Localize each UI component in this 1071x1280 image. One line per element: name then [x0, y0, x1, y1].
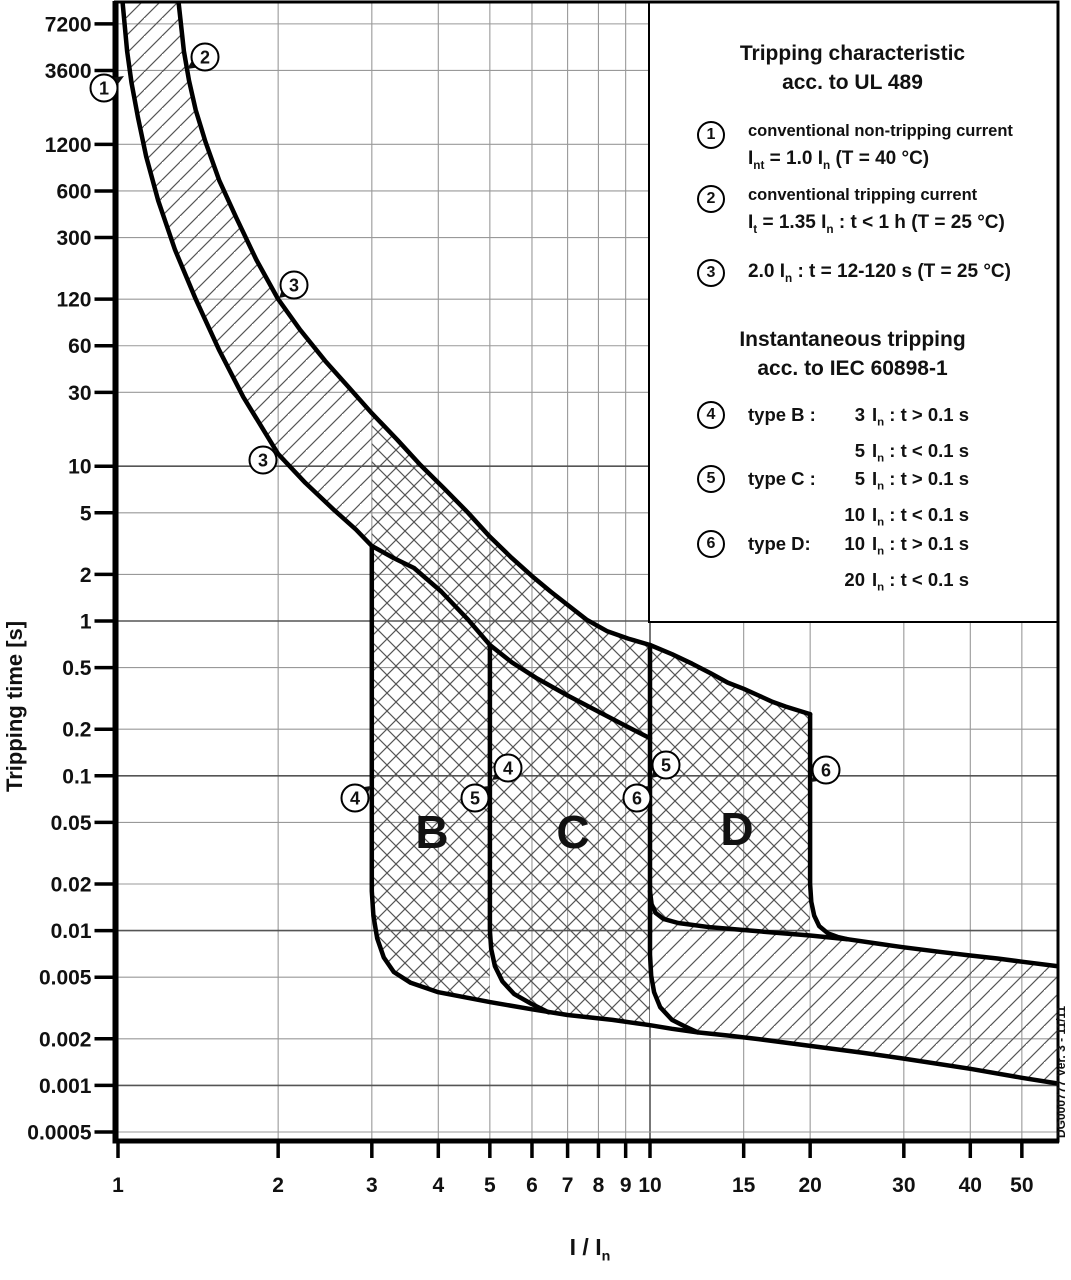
y-tick-label-5: 5 [79, 502, 92, 526]
legend-section-title: Instantaneous tripping acc. to IEC 60898-1 [739, 328, 966, 380]
x-tick-label-15: 15 [732, 1174, 756, 1197]
marker-5-7 [651, 752, 680, 779]
document-version-note: DG000777 Ver. 3 - 11/11 [1054, 1005, 1068, 1138]
region-letter-C: C [556, 806, 590, 858]
legend-item-1 [649, 121, 1056, 178]
legend-item-number: 3 [697, 259, 725, 287]
legend-item-6 [649, 530, 1056, 601]
x-tick-label-4: 4 [432, 1174, 445, 1197]
y-tick-label-0.001: 0.001 [38, 1074, 92, 1098]
legend-item-number: 5 [697, 465, 725, 493]
y-tick-label-0.2: 0.2 [62, 718, 92, 742]
y-tick-label-0.5: 0.5 [62, 657, 92, 681]
marker-number: 4 [502, 758, 514, 779]
y-tick-label-3600: 3600 [44, 59, 92, 83]
legend-item-text: conventional non-tripping current $I_{nt} = 1.0$ $I_n$ (T = 40 °C) [748, 122, 1013, 172]
y-tick-label-2: 2 [79, 563, 92, 587]
legend-item-number: 2 [697, 185, 725, 213]
x-tick-label-7: 7 [561, 1174, 574, 1197]
x-tick-label-9: 9 [619, 1174, 632, 1197]
y-axis-label: Tripping time [s] [2, 620, 27, 792]
legend-item-number: 1 [697, 121, 725, 149]
marker-number: 6 [631, 788, 643, 809]
y-tick-label-0.005: 0.005 [38, 966, 92, 990]
y-tick-label-0.0005: 0.0005 [27, 1121, 92, 1145]
y-tick-label-0.05: 0.05 [50, 811, 92, 835]
legend-item-text: conventional tripping current $I_t = 1.35$ $I_n$ : t < 1 h (T = 25 °C) [748, 186, 1005, 236]
x-tick-label-3: 3 [365, 1174, 378, 1197]
marker-number: 4 [349, 788, 361, 809]
y-tick-label-60: 60 [68, 335, 92, 359]
marker-3-2 [279, 272, 308, 299]
legend-item-text: 2.0 $I_n$ : t = 12-120 s (T = 25 °C) [748, 261, 1011, 285]
y-tick-label-1200: 1200 [44, 133, 92, 157]
x-tick-label-20: 20 [798, 1174, 822, 1197]
marker-6-9 [811, 757, 840, 784]
marker-number: 5 [660, 755, 672, 776]
legend-item-number: 6 [697, 530, 725, 558]
marker-number: 6 [820, 760, 832, 781]
y-tick-label-0.02: 0.02 [50, 873, 92, 897]
x-tick-label-10: 10 [638, 1174, 662, 1197]
legend-item-2 [649, 185, 1056, 242]
y-tick-label-1: 1 [79, 610, 92, 634]
x-tick-label-40: 40 [958, 1174, 982, 1197]
marker-number: 1 [98, 78, 110, 99]
x-tick-label-5: 5 [484, 1174, 496, 1197]
legend-item-text: type D: 10 $I_n$ : t > 0.1 s 20 $I_n$ : t < 0.1 s [748, 533, 969, 594]
marker-6-8 [624, 785, 651, 812]
region-letter-B: B [415, 806, 449, 858]
y-tick-label-0.1: 0.1 [62, 765, 92, 789]
y-tick-label-0.002: 0.002 [38, 1028, 92, 1052]
y-tick-label-300: 300 [56, 227, 92, 251]
x-tick-label-8: 8 [592, 1174, 605, 1197]
y-tick-label-600: 600 [56, 180, 92, 204]
legend-item-text: type C : 5 $I_n$ : t > 0.1 s 10 $I_n$ : t < 0.1 s [748, 468, 969, 529]
y-tick-label-10: 10 [68, 455, 92, 479]
y-tick-label-30: 30 [68, 381, 92, 405]
marker-number: 3 [257, 450, 269, 471]
marker-number: 3 [288, 275, 300, 296]
region-letter-D: D [720, 803, 754, 855]
marker-3-3 [250, 447, 278, 474]
legend-item-3 [649, 259, 1056, 291]
y-tick-label-120: 120 [56, 288, 92, 312]
legend-item-5 [649, 465, 1056, 536]
y-tick-label-0.01: 0.01 [50, 920, 92, 944]
x-tick-label-2: 2 [272, 1174, 284, 1197]
x-axis-label: I / $I_n$ [569, 1234, 611, 1265]
legend-item-text: type B : 3 $I_n$ : t > 0.1 s 5 $I_n$ : t < 0.1 s [748, 404, 969, 465]
marker-number: 2 [199, 47, 211, 68]
x-tick-label-1: 1 [112, 1174, 124, 1197]
marker-number: 5 [469, 788, 481, 809]
legend-item-4 [649, 401, 1056, 472]
x-tick-label-6: 6 [526, 1174, 538, 1197]
x-tick-label-30: 30 [892, 1174, 916, 1197]
x-tick-label-50: 50 [1010, 1174, 1034, 1197]
marker-5-6 [462, 785, 490, 812]
legend-section-title: Tripping characteristic acc. to UL 489 [739, 42, 966, 94]
legend-item-number: 4 [697, 401, 725, 429]
y-tick-label-7200: 7200 [44, 13, 92, 37]
legend-panel [649, 3, 1056, 622]
